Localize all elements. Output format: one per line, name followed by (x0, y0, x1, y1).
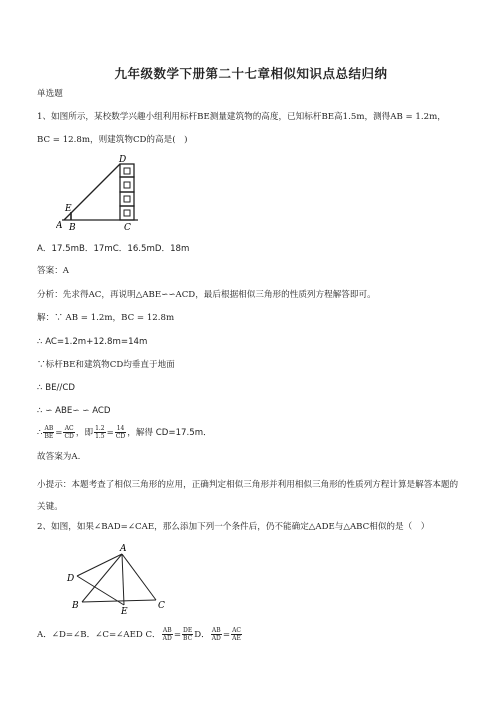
segment-ab (82, 554, 122, 602)
segment-ae (122, 554, 124, 605)
q1-figure (56, 154, 156, 234)
fraction-de-bc: $\frac{DE}{BC}$ (183, 627, 193, 642)
label-e: E (121, 607, 128, 616)
label-a: A (120, 544, 127, 554)
q1-solution-4: ∴ BE//CD (37, 383, 75, 393)
label-c: C (124, 223, 131, 233)
q1-solution-6: ∴ $\frac{AB}{BE}$ = $\frac{AC}{CD}$ ，即 $\frac{1.2}{1.5}$ = $\frac{14}{CD}$ ，解得 CD=17.5m． (37, 425, 212, 440)
building-window (124, 182, 130, 188)
building-block (120, 177, 134, 192)
segment-ac (122, 554, 156, 600)
q1-solution-1: 解：∵ AB = 1.2m，BC = 12.8m (37, 313, 175, 323)
fraction-ac-ae: $\frac{AC}{AE}$ (232, 627, 241, 642)
label-e: E (65, 204, 72, 214)
segment-ad (77, 554, 122, 576)
q1-final-answer: 故答案为A. (37, 452, 81, 462)
fraction-14-cd: $\frac{14}{CD}$ (115, 425, 126, 440)
label-c: C (158, 601, 165, 611)
q1-options: A．17.5mB．17mC．16.5mD．18m (37, 244, 190, 254)
q1-solution-2: ∴ AC=1.2m+12.8m=14m (37, 337, 148, 347)
q2-figure (64, 542, 182, 616)
label-d: D (67, 574, 75, 584)
label-b: B (72, 601, 79, 611)
building-block (120, 206, 134, 220)
fraction-ab-be: $\frac{AB}{BE}$ (44, 425, 54, 440)
page-title: 九年级数学下册第二十七章相似知识点总结归纳 (114, 66, 388, 81)
building-block (120, 192, 134, 206)
building-block (120, 164, 134, 177)
q1-stem-line2: BC = 12.8m，则建筑物CD的高是( ) (37, 135, 188, 145)
label-d: D (119, 155, 127, 165)
fraction-1.2-1.5: $\frac{1.2}{1.5}$ (95, 425, 105, 440)
q1-answer: 答案：A (37, 266, 69, 276)
building-window (124, 168, 130, 174)
fraction-ab-ad: $\frac{AB}{AD}$ (162, 627, 172, 642)
q1-analysis: 分析：先求得AC，再说明△ABE∽∽ACD，最后根据相似三角形的性质列方程解答即可。 (37, 290, 376, 300)
section-heading: 单选题 (37, 89, 63, 99)
fraction-ac-cd: $\frac{AC}{CD}$ (64, 425, 74, 440)
label-a: A (56, 221, 63, 231)
label-b: B (69, 223, 76, 233)
fraction-ab-ad-2: $\frac{AB}{AD}$ (211, 627, 221, 642)
q2-stem: 2、如图，如果∠BAD=∠CAE，那么添加下列一个条件后，仍不能确定△ADE与△ABC相似的是（ ） (37, 522, 430, 532)
building-window (124, 210, 130, 216)
q1-solution-3: ∵标杆BE和建筑物CD均垂直于地面 (37, 360, 175, 370)
q1-solution-5: ∴ ∽ ABE∽ ∽ ACD (37, 406, 111, 416)
prefix: ∴ (37, 428, 43, 438)
q1-tip: 小提示：本题考查了相似三角形的应用，正确判定相似三角形并利用相似三角形的性质列方程计算是解答本题的关键。 (37, 480, 459, 512)
sight-line (64, 164, 120, 220)
q1-stem-line1: 1、如图所示，某校数学兴趣小组利用标杆BE测量建筑物的高度，已知标杆BE高1.5m，测得AB = 1.2m， (37, 112, 446, 122)
q2-options: A．∠D=∠B．∠C=∠AED C． $\frac{AB}{AD}$ = $\frac{DE}{BC}$ D． $\frac{AB}{AD}$ = $\frac{AC}{AE}$ (37, 627, 241, 642)
building-window (124, 196, 130, 202)
